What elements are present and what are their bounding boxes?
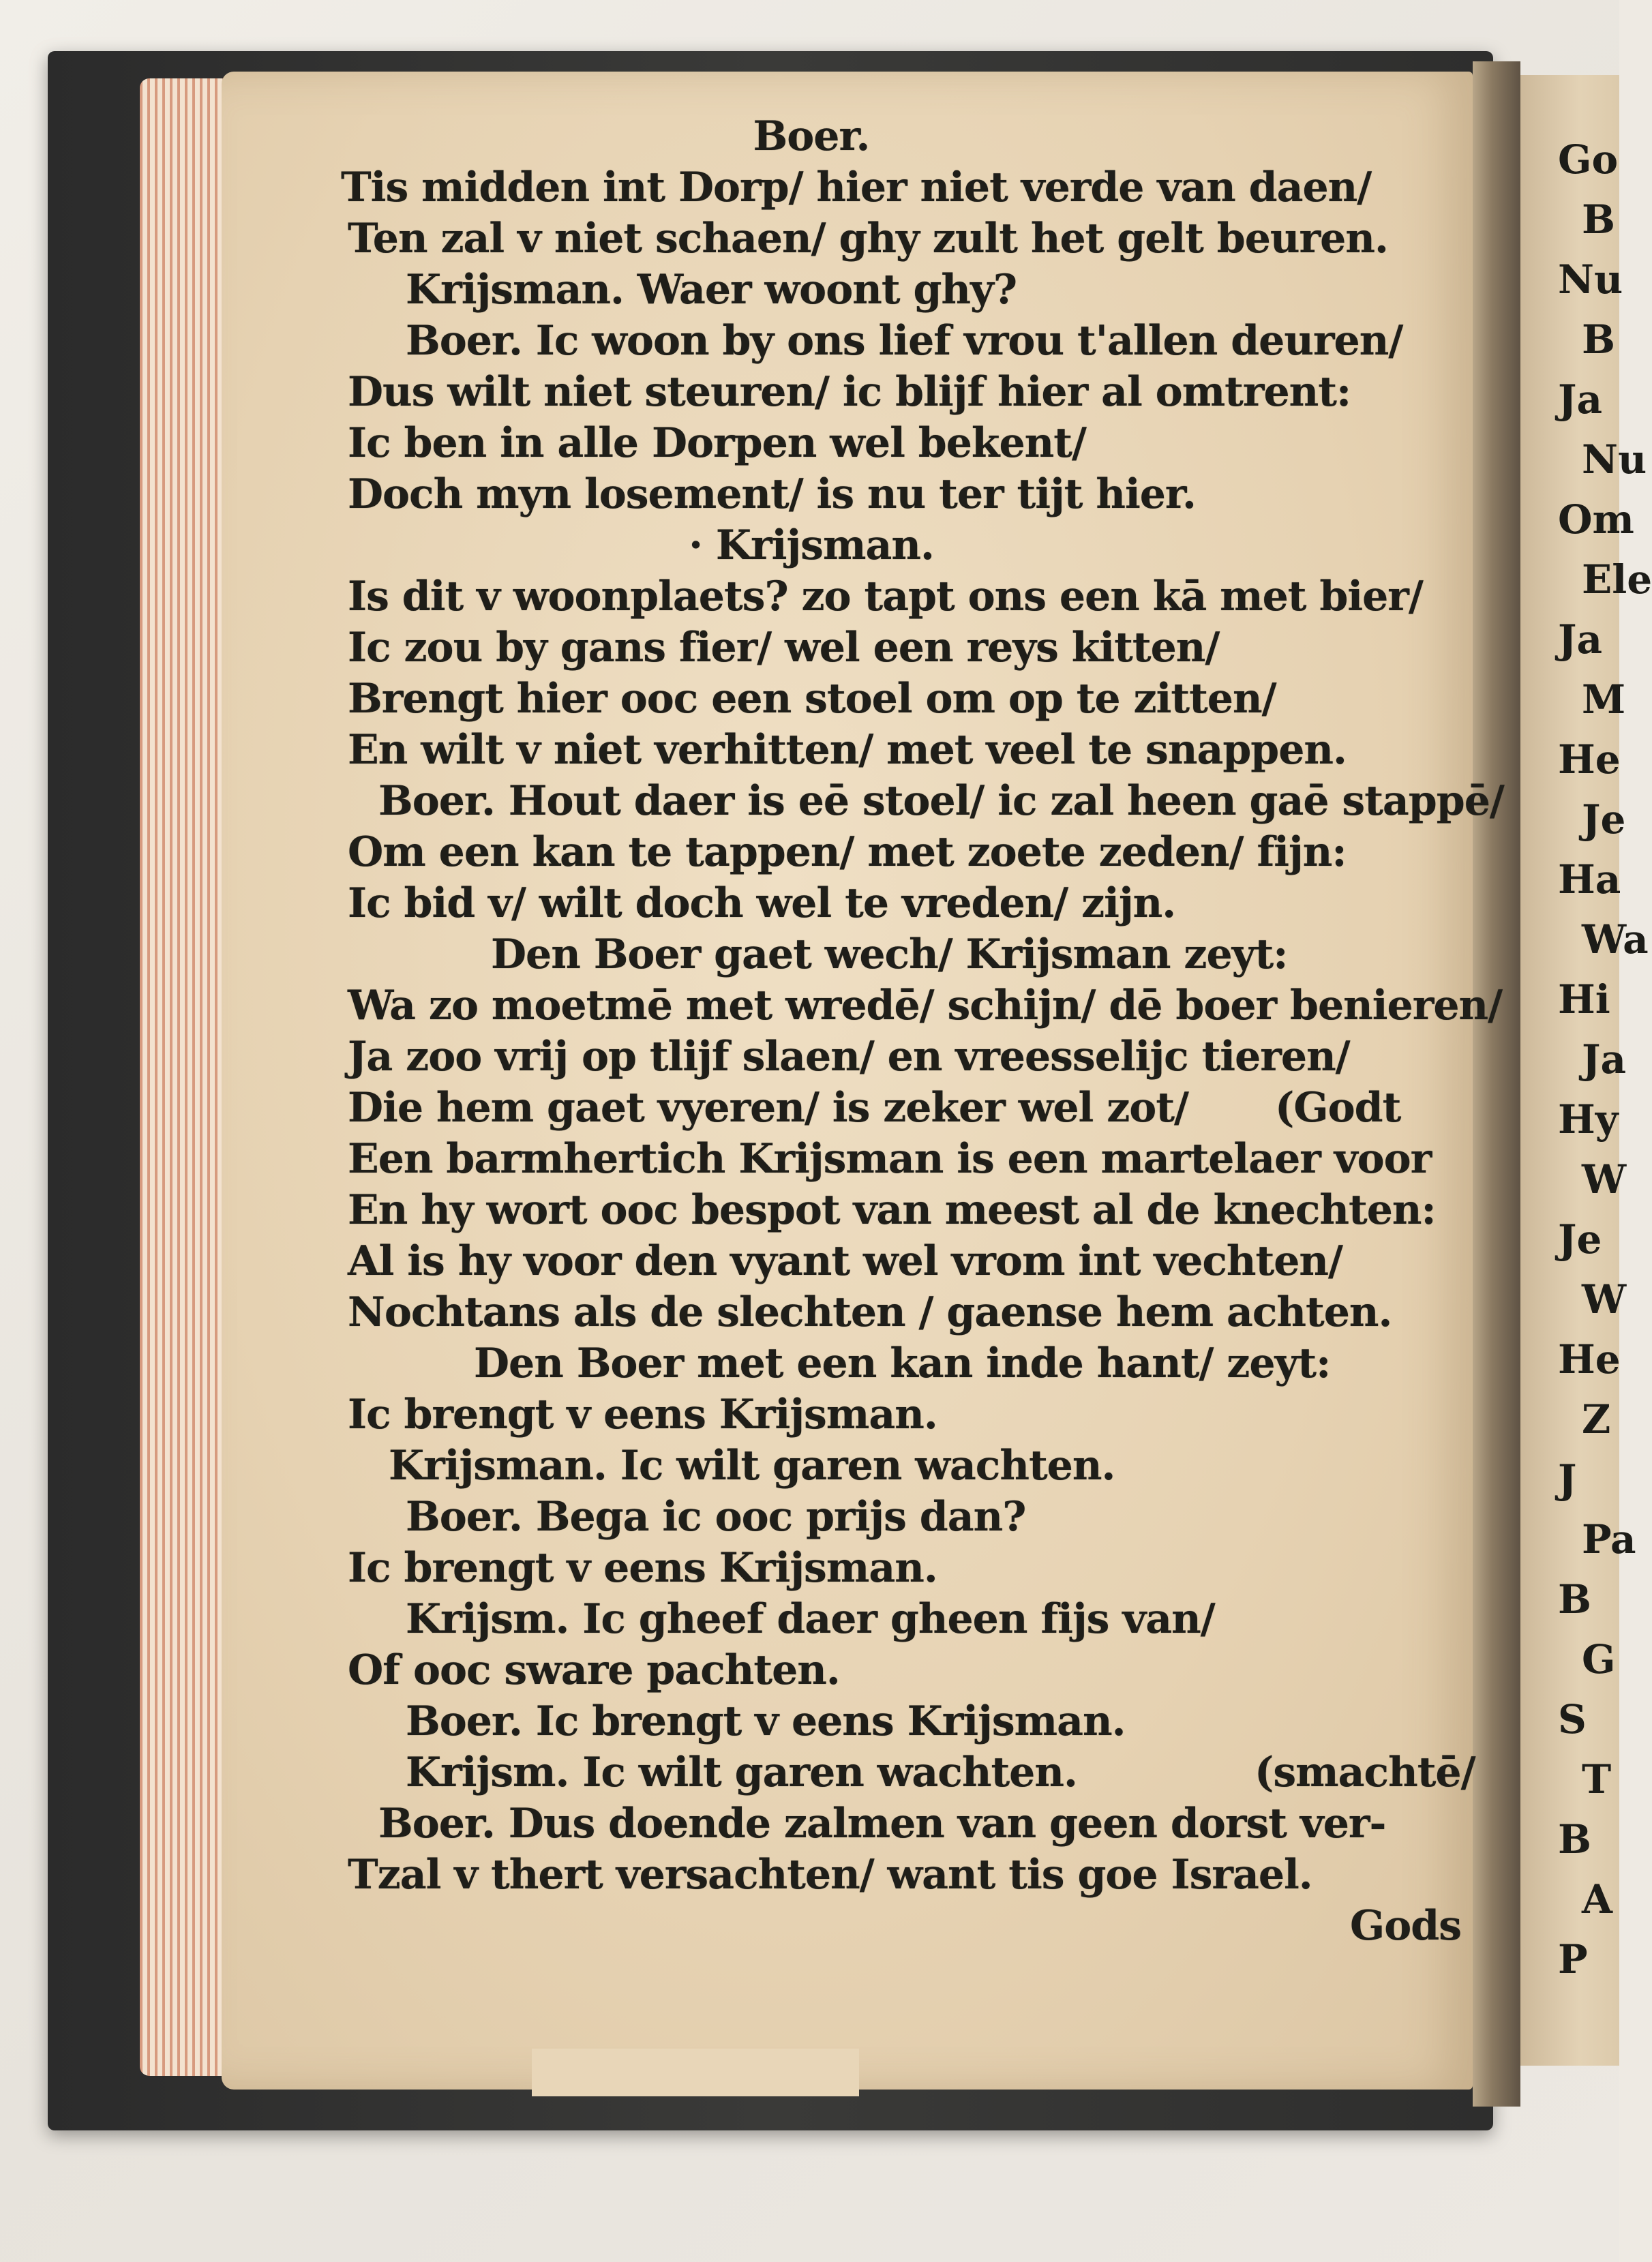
facing-page-fragment: B [1558,1576,1592,1623]
facing-page-fragment: B [1582,196,1616,243]
text-line: Boer. Bega ic ooc prijs dan? [406,1493,1026,1541]
text-line: Dus wilt niet steuren/ ic blijf hier al omtrent: [348,368,1351,416]
text-line: Krijsm. Ic gheef daer gheen fijs van/ [406,1595,1215,1643]
facing-page-fragment: M [1582,676,1626,723]
text-line: Of ooc sware pachten. [348,1646,840,1694]
text-line: Ic brengt v eens Krijsman. [348,1391,937,1438]
text-line: Boer. Hout daer is eē stoel/ ic zal heen gaē stappē/ [378,777,1504,825]
facing-page-fragment: Ja [1582,1036,1627,1083]
facing-page-fragment: Ja [1558,616,1603,663]
text-line: Is dit v woonplaets? zo tapt ons een kā met bier/ [348,573,1423,620]
facing-page-fragment: Ja [1558,376,1603,423]
facing-page-fragment: Ele [1582,556,1652,603]
page-tear [532,2049,859,2096]
catchword: Gods [1350,1902,1461,1950]
text-line: Krijsm. Ic wilt garen wachten. [406,1749,1077,1796]
speaker-heading: Boer. [753,112,870,160]
facing-page-fragment: He [1558,1336,1621,1383]
text-line: Boer. Ic woon by ons lief vrou t'allen deuren/ [406,317,1403,365]
text-line: Boer. Ic brengt v eens Krijsman. [406,1698,1126,1745]
facing-page-fragment: B [1558,1816,1592,1863]
text-line: En hy wort ooc bespot van meest al de knechten: [348,1186,1436,1234]
facing-page-fragment: Je [1558,1216,1602,1263]
text-line: Krijsman. Ic wilt garen wachten. [389,1442,1115,1490]
text-line-overflow: (smachtē/ [1255,1749,1475,1796]
text-line: Ja zoo vrij op tlijf slaen/ en vreesselijc tieren/ [348,1033,1350,1081]
facing-page-fragment: Z [1582,1396,1611,1443]
text-line: Krijsman. Waer woont ghy? [406,266,1017,314]
facing-page-fragment: He [1558,736,1621,783]
book-gutter [1473,61,1520,2107]
text-line: Wa zo moetmē met wredē/ schijn/ dē boer benieren/ [348,982,1503,1029]
text-line: Al is hy voor den vyant wel vrom int vechten/ [348,1237,1342,1285]
stage-direction: Den Boer met een kan inde hant/ zeyt: [474,1340,1331,1387]
speaker-heading: · Krijsman. [689,522,934,569]
text-line: Die hem gaet vyeren/ is zeker wel zot/ [348,1084,1188,1132]
text-line: Ten zal v niet schaen/ ghy zult het gelt beuren. [348,215,1388,262]
text-line: Ic brengt v eens Krijsman. [348,1544,937,1592]
text-line: Om een kan te tappen/ met zoete zeden/ fijn: [348,828,1347,876]
text-line: Brengt hier ooc een stoel om op te zitten/ [348,675,1276,723]
facing-page-fragment: Wa [1582,916,1649,963]
facing-page-fragment: Ha [1558,856,1621,903]
facing-page-fragment: P [1558,1936,1588,1982]
text-line: Boer. Dus doende zalmen van geen dorst ver- [378,1800,1386,1848]
facing-page-fragment: Je [1582,796,1626,843]
stage-direction: Den Boer gaet wech/ Krijsman zeyt: [491,931,1288,978]
text-line: Tzal v thert versachten/ want tis goe Israel. [348,1851,1312,1899]
text-line: Tis midden int Dorp/ hier niet verde van daen/ [341,164,1372,211]
facing-page-fragment: Nu [1558,256,1623,303]
facing-page-fragment: Om [1558,496,1634,543]
facing-page-fragment: W [1582,1156,1627,1203]
text-line: Ic ben in alle Dorpen wel bekent/ [348,419,1086,467]
facing-page-fragment: T [1582,1756,1612,1803]
facing-page-fragment: Go [1558,136,1619,183]
facing-page-fragment: Nu [1582,436,1647,483]
text-line: Nochtans als de slechten / gaense hem achten. [348,1288,1392,1336]
text-line: Een barmhertich Krijsman is een martelaer voor [348,1135,1432,1183]
facing-page-fragment: A [1582,1876,1613,1922]
facing-page-fragment: G [1582,1636,1616,1683]
facing-page-fragment: Hi [1558,976,1610,1023]
facing-page-fragment: Hy [1558,1096,1619,1143]
facing-page-fragment: S [1558,1696,1587,1743]
facing-page-fragment: J [1558,1456,1577,1503]
facing-page-fragment: B [1582,316,1616,363]
facing-page-fragment: W [1582,1276,1627,1323]
text-line: Ic bid v/ wilt doch wel te vreden/ zijn. [348,879,1176,927]
text-line: En wilt v niet verhitten/ met veel te snappen. [348,726,1347,774]
text-line-overflow: (Godt [1275,1084,1401,1132]
text-line: Doch myn losement/ is nu ter tijt hier. [348,470,1196,518]
text-line: Ic zou by gans fier/ wel een reys kitten/ [348,624,1220,672]
facing-page-fragment: Pa [1582,1516,1636,1563]
